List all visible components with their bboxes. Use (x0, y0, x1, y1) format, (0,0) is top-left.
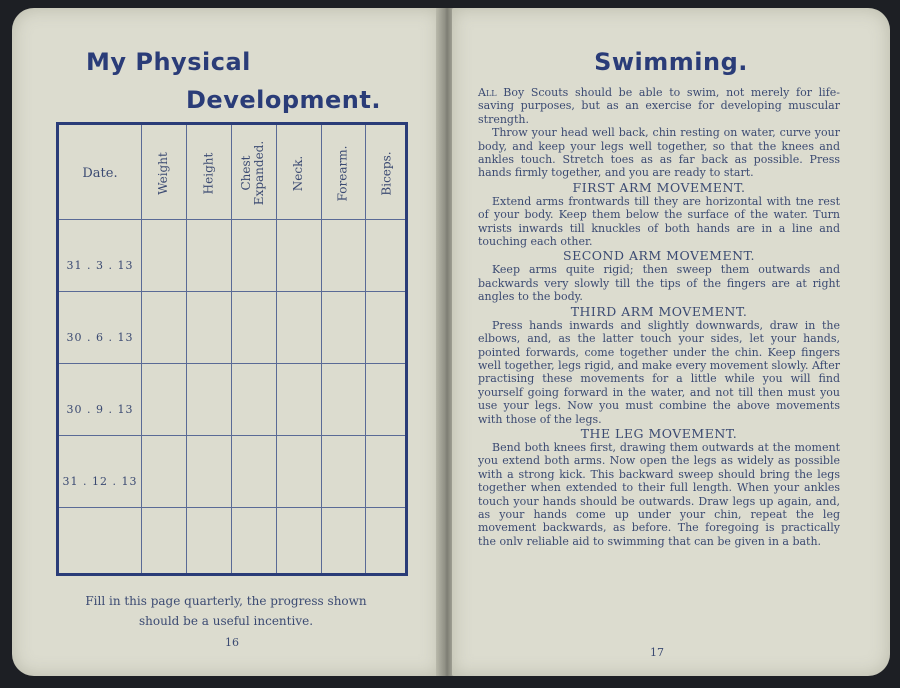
measurement-table (56, 122, 408, 576)
paragraph: Press hands inwards and slightly downwards, draw in the elbows, and, as the latter touch your sides, let your hands, pointed forwards, come together under the chin. Keep fingers well together, legs rigid, and make every movement slowly. After practising these movements for a little while you will find yourself going forward in the water, and not till then must you use your legs. Now you must combine the above movements with those of the legs. (478, 318, 840, 426)
date-cell: 30 . 9 . 13 (66, 402, 134, 416)
column-header-label: Chest Expanded. (239, 140, 267, 206)
footnote-line2: should be a useful incentive. (138, 614, 314, 628)
intro-lead: All (478, 86, 497, 99)
column-header-label: Biceps. (379, 150, 394, 196)
column-header-label: Neck. (290, 155, 305, 191)
page-number: 17 (650, 646, 664, 659)
column-header-neck (276, 131, 321, 215)
intro-text: Boy Scouts should be able to swim, not merely for life-saving purposes, but as an exercise for developing muscular strength. (478, 86, 840, 126)
date-cell: 30 . 6 . 13 (66, 330, 134, 344)
column-header-biceps (365, 131, 409, 215)
right-page (452, 8, 890, 676)
section-heading: FIRST ARM MOVEMENT. (572, 179, 746, 195)
article-body (478, 86, 840, 548)
column-header-forearm (321, 131, 365, 215)
column-header-label: Forearm. (335, 145, 350, 201)
column-header-height (186, 131, 231, 215)
page-title-line1: My Physical (86, 48, 251, 76)
column-header-date: Date. (82, 165, 118, 181)
paragraph: Throw your head well back, chin resting on water, curve your body, and keep your legs well together, so that the knees and ankles touch. Stretch toes as as far back as possible. Press hands firmly together, and you are ready to start. (478, 126, 840, 180)
date-cell: 31 . 3 . 13 (66, 258, 134, 272)
column-header-label: Weight (156, 151, 170, 195)
section-heading: THE LEG MOVEMENT. (580, 425, 738, 441)
paragraph: Keep arms quite rigid; then sweep them outwards and backwards very slowly till the tips of the fingers are at right angles to the body. (478, 263, 840, 304)
page-title: Swimming. (594, 48, 748, 76)
column-header-label: Height (200, 152, 215, 194)
table-divider (59, 219, 405, 220)
section-heading: SECOND ARM MOVEMENT. (563, 248, 755, 264)
date-cell: 31 . 12 . 13 (62, 474, 138, 488)
paragraph: Bend both knees first, drawing them outwards at the moment you extend both arms. Now open the legs as widely as possible with a strong kick. This backward sweep should bring the legs together when extended to their full length. When your ankles touch your hands should be outwards. Draw legs up again, and, as your hands come up under your chin, repeat the leg movement backwards, as before. The foregoing is practically the onlv reliable aid to swimming that can be given in a bath. (478, 440, 840, 548)
column-header-chest (231, 131, 276, 215)
footnote-line1: Fill in this page quarterly, the progress shown (85, 594, 367, 608)
paragraph (478, 86, 840, 126)
column-header-weight (141, 131, 186, 215)
paragraph: Extend arms frontwards till they are horizontal with tne rest of your body. Keep them below the surface of the water. Turn wrists inwards till knuckles of both hands are in a line and touching each other. (478, 194, 840, 249)
left-page (12, 8, 440, 676)
section-heading: THIRD ARM MOVEMENT. (570, 303, 748, 319)
page-title-line2: Development. (186, 86, 381, 114)
page-number: 16 (225, 636, 239, 649)
date-cell (59, 511, 141, 583)
